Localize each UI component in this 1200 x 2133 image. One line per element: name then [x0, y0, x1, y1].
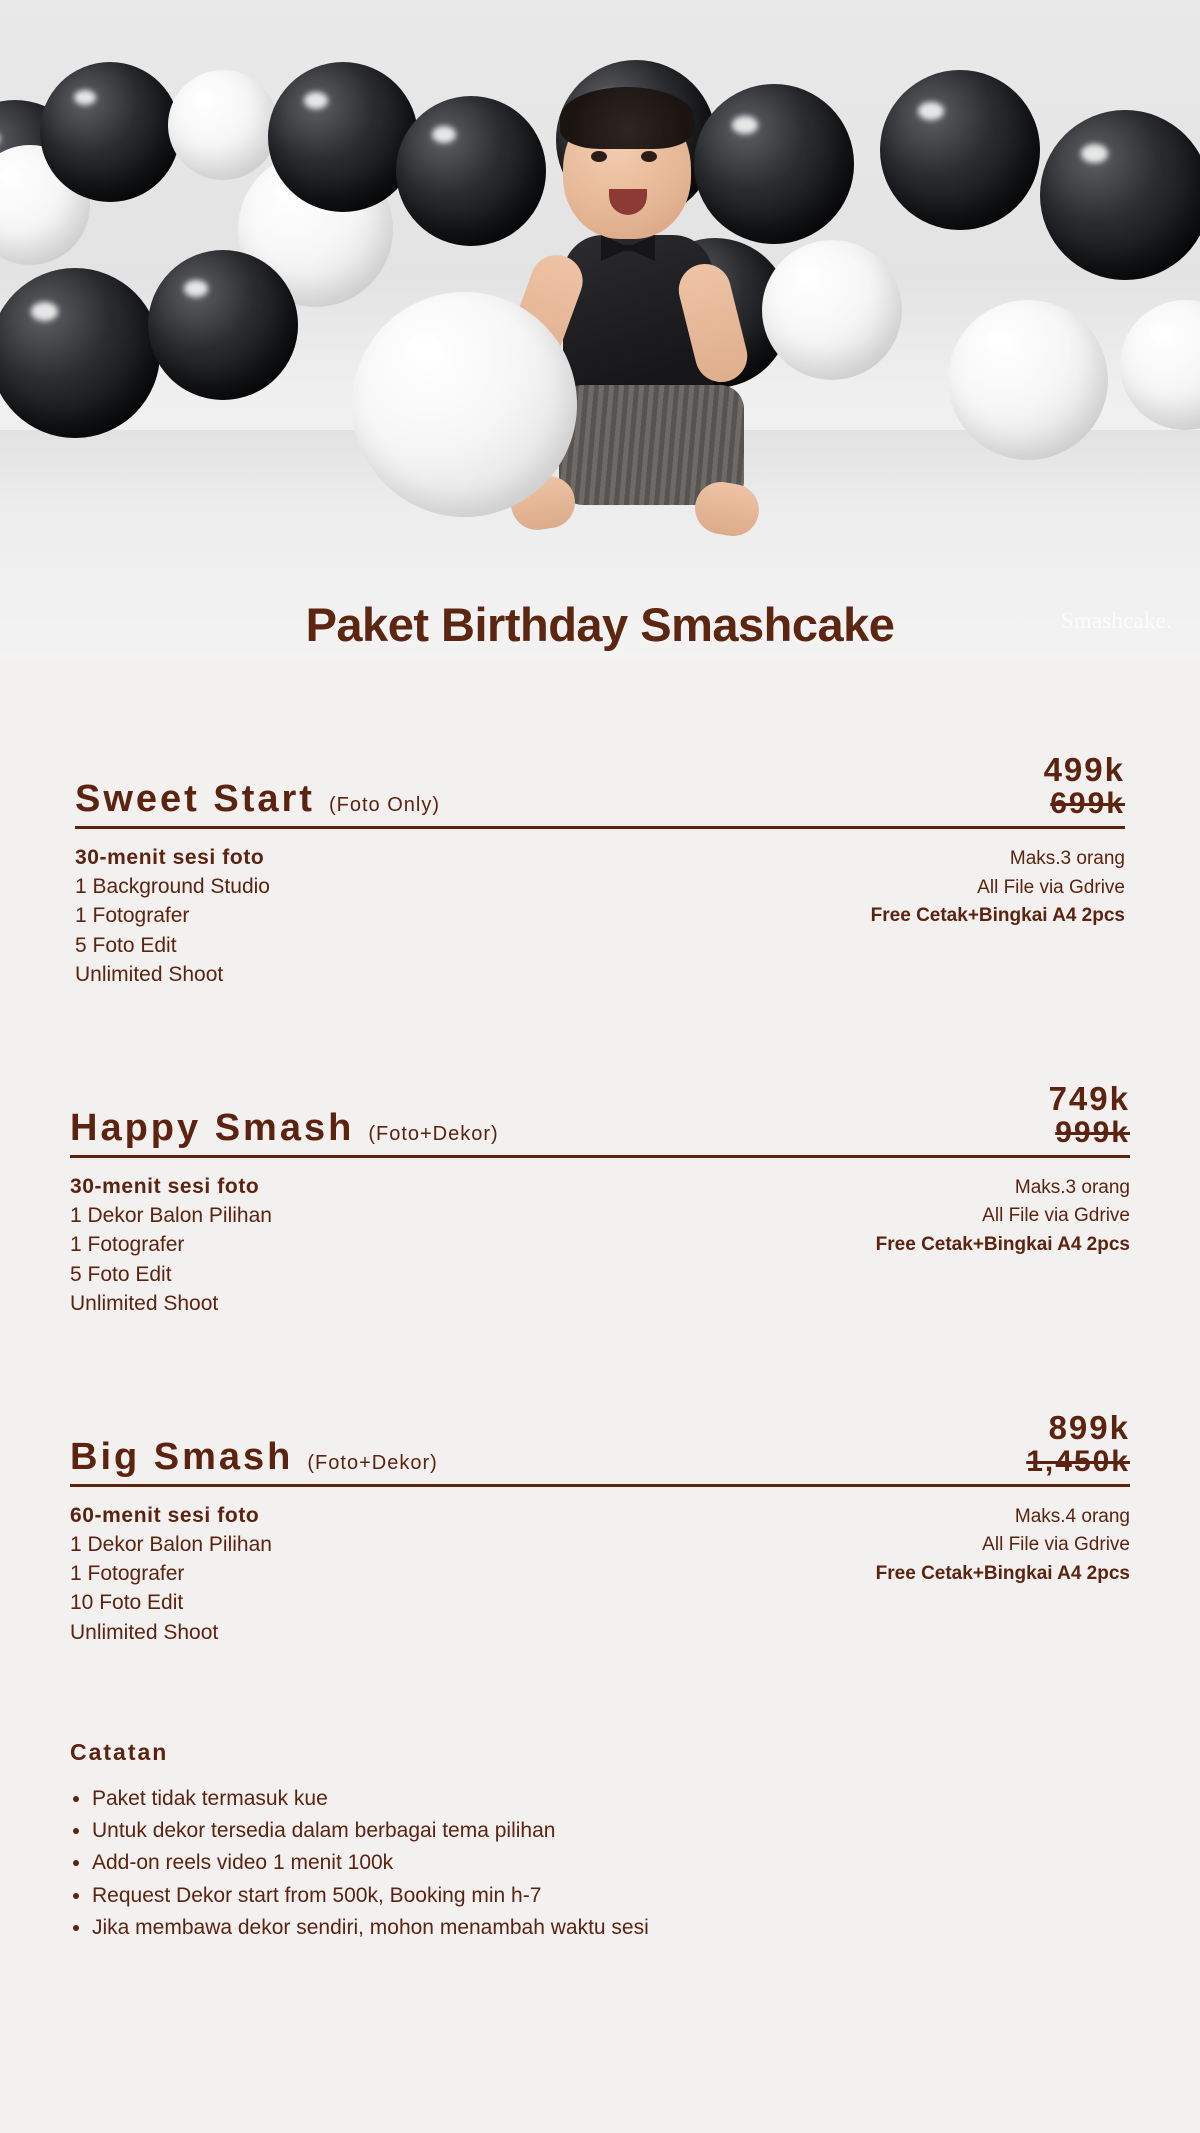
feature-item: 5 Foto Edit — [75, 933, 177, 957]
package-features — [70, 1501, 272, 1647]
feature-item: 60-menit sesi foto — [70, 1503, 260, 1527]
feature-item: 1 Dekor Balon Pilihan — [70, 1204, 272, 1228]
list-item: • Add-on reels video 1 menit 100k — [92, 1848, 1130, 1878]
page-title: Paket Birthday Smashcake — [305, 598, 895, 651]
package-type: (Foto+Dekor) — [368, 1123, 499, 1146]
list-item: • Request Dekor start from 500k, Booking min h-7 — [92, 1881, 1130, 1911]
note-item: Free Cetak+Bingkai A4 2pcs — [875, 1233, 1130, 1255]
feature-item: 5 Foto Edit — [70, 1262, 172, 1286]
note-item: All File via Gdrive — [982, 1205, 1130, 1227]
packages-section — [0, 660, 1200, 1647]
package-type: (Foto Only) — [328, 794, 440, 817]
note-item: All File via Gdrive — [982, 1534, 1130, 1556]
balloon-dark — [880, 70, 1040, 230]
package-card-sweet-start — [75, 752, 1125, 989]
package-header — [75, 752, 1125, 829]
baby-subject — [505, 85, 805, 565]
feature-item: 1 Dekor Balon Pilihan — [70, 1533, 272, 1557]
package-features — [70, 1172, 272, 1318]
balloon-dark — [268, 62, 418, 212]
feature-item: 1 Fotografer — [75, 904, 190, 928]
balloon-dark — [1040, 110, 1200, 280]
hero-photo — [0, 0, 1200, 660]
balloon-dark — [40, 62, 180, 202]
notes-list — [70, 1784, 1130, 1943]
price-original: 999k — [1055, 1115, 1130, 1149]
notes-section — [70, 1739, 1130, 2005]
price-current: 899k — [1048, 1408, 1130, 1446]
package-header — [70, 1081, 1130, 1158]
price-block — [1026, 1410, 1130, 1478]
balloon-light — [948, 300, 1108, 460]
list-item: • Jika membawa dekor sendiri, mohon menambah waktu sesi — [92, 1913, 1130, 1943]
feature-item: Unlimited Shoot — [70, 1291, 219, 1315]
price-current: 749k — [1048, 1079, 1130, 1117]
feature-item: 30-menit sesi foto — [75, 846, 265, 870]
studio-watermark: Smashcake. — [1060, 608, 1172, 633]
balloon-dark — [148, 250, 298, 400]
package-header — [70, 1410, 1130, 1487]
package-type: (Foto+Dekor) — [307, 1452, 438, 1475]
feature-item: 10 Foto Edit — [70, 1591, 184, 1615]
feature-item: 1 Fotografer — [70, 1562, 185, 1586]
package-body — [75, 829, 1125, 989]
feature-item: 30-menit sesi foto — [70, 1174, 260, 1198]
package-body — [70, 1158, 1130, 1318]
notes-title: Catatan — [70, 1738, 169, 1765]
note-item: Free Cetak+Bingkai A4 2pcs — [875, 1562, 1130, 1584]
price-block — [1049, 1081, 1130, 1149]
package-card-happy-smash — [70, 1081, 1130, 1318]
feature-item: 1 Fotografer — [70, 1233, 185, 1257]
balloon-held-white — [352, 292, 577, 517]
package-notes — [871, 843, 1125, 989]
package-notes — [876, 1501, 1130, 1647]
price-original: 699k — [1050, 786, 1125, 820]
list-item: • Untuk dekor tersedia dalam berbagai tema pilihan — [92, 1816, 1130, 1846]
note-item: Free Cetak+Bingkai A4 2pcs — [870, 905, 1125, 927]
feature-item: Unlimited Shoot — [75, 962, 224, 986]
note-item: Maks.3 orang — [1009, 848, 1125, 870]
price-original: 1,450k — [1026, 1444, 1130, 1478]
note-item: Maks.4 orang — [1014, 1505, 1130, 1527]
package-card-big-smash — [70, 1410, 1130, 1647]
package-name: Big Smash — [70, 1436, 294, 1479]
list-item: • Paket tidak termasuk kue — [92, 1784, 1130, 1814]
feature-item: 1 Background Studio — [75, 875, 270, 899]
package-notes — [876, 1172, 1130, 1318]
price-current: 499k — [1043, 751, 1125, 788]
feature-item: Unlimited Shoot — [70, 1620, 219, 1644]
note-item: Maks.3 orang — [1014, 1176, 1130, 1198]
package-features — [75, 843, 270, 989]
package-name: Sweet Start — [75, 778, 315, 821]
balloon-light — [168, 70, 278, 180]
package-body — [70, 1487, 1130, 1647]
price-block — [1044, 752, 1125, 820]
package-name: Happy Smash — [70, 1107, 355, 1150]
note-item: All File via Gdrive — [977, 876, 1125, 898]
